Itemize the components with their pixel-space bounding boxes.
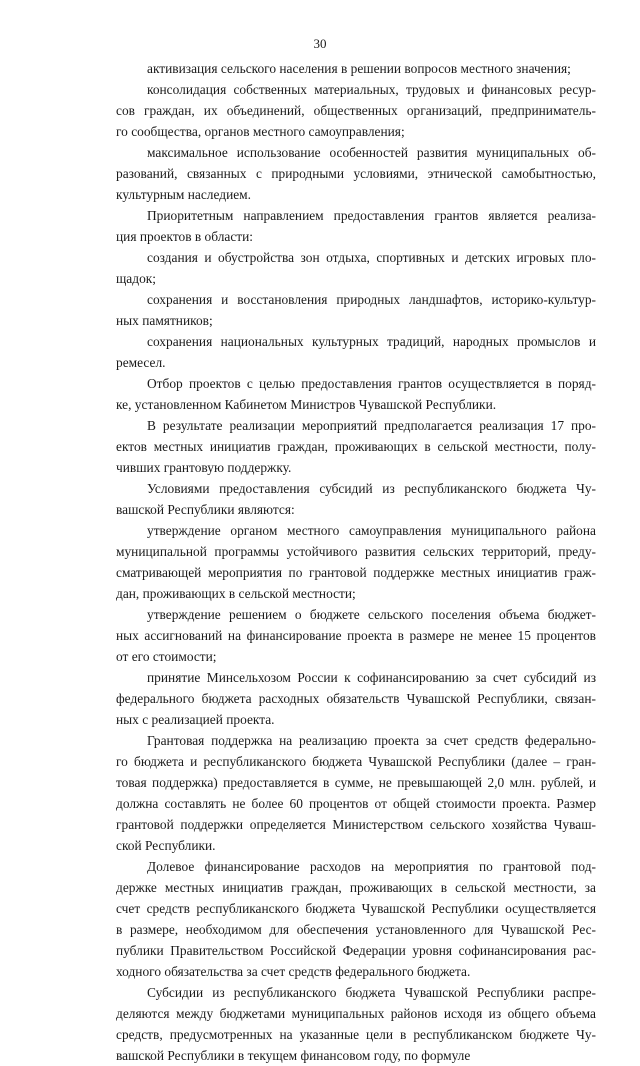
text-line: ция проектов в области: bbox=[116, 229, 254, 244]
page-number: 30 bbox=[313, 36, 327, 51]
text-line: В результате реализации мероприятий предполагается реализация 17 про- bbox=[147, 418, 596, 433]
text-line: разований, связанных с природными условиями, этнической самобытностью, bbox=[116, 166, 596, 181]
text-line: ектов местных инициатив граждан, проживающих в сельской местности, полу- bbox=[116, 439, 596, 454]
text-line: держке местных инициатив граждан, проживающих в сельской местности, за bbox=[116, 880, 596, 895]
text-line: ской Республики. bbox=[116, 838, 216, 853]
text-line: активизация сельского населения в решении вопросов местного значения; bbox=[147, 61, 571, 76]
text-line: ных ассигнований на финансирование проекта в размере не менее 15 процентов bbox=[116, 628, 596, 643]
text-line: муниципальной программы устойчивого развития сельских территорий, преду- bbox=[116, 544, 596, 559]
text-line: грантовой поддержки определяется Министерством сельского хозяйства Чуваш- bbox=[116, 817, 596, 832]
text-line: публики Правительством Российской Федерации уровня софинансирования рас- bbox=[116, 943, 596, 958]
text-line: в размере, необходимом для обеспечения установленного для Чувашской Рес- bbox=[116, 922, 596, 937]
text-line: максимальное использование особенностей развития муниципальных об- bbox=[147, 145, 596, 160]
text-line: культурным наследием. bbox=[116, 187, 251, 202]
text-line: вашской Республики являются: bbox=[116, 502, 295, 517]
text-line: сохранения национальных культурных традиций, народных промыслов и bbox=[147, 334, 596, 349]
text-line: деляются между бюджетами муниципальных районов исходя из общего объема bbox=[116, 1006, 596, 1021]
text-line: го сообщества, органов местного самоуправления; bbox=[116, 124, 405, 139]
text-line: сохранения и восстановления природных ландшафтов, историко-культур- bbox=[147, 292, 596, 307]
text-line: Субсидии из республиканского бюджета Чувашской Республики распре- bbox=[147, 985, 596, 1000]
text-line: ных с реализацией проекта. bbox=[116, 712, 275, 727]
text-line: консолидация собственных материальных, трудовых и финансовых ресур- bbox=[147, 82, 596, 97]
text-line: Грантовая поддержка на реализацию проекта за счет средств федерально- bbox=[147, 733, 596, 748]
text-line: счет средств республиканского бюджета Чувашской Республики осуществляется bbox=[116, 901, 596, 916]
text-line: ремесел. bbox=[116, 355, 166, 370]
text-line: утверждение органом местного самоуправления муниципального района bbox=[147, 523, 596, 538]
text-line: федерального бюджета расходных обязательств Чувашской Республики, связан- bbox=[116, 691, 596, 706]
text-line: Приоритетным направлением предоставления грантов является реализа- bbox=[147, 208, 596, 223]
text-line: вашской Республики в текущем финансовом году, по формуле bbox=[116, 1048, 471, 1063]
text-line: щадок; bbox=[116, 271, 156, 286]
text-line: средств, предусмотренных на указанные цели в республиканском бюджете Чу- bbox=[116, 1027, 596, 1042]
text-line: Отбор проектов с целью предоставления грантов осуществляется в поряд- bbox=[147, 376, 596, 391]
text-line: создания и обустройства зон отдыха, спортивных и детских игровых пло- bbox=[147, 250, 596, 265]
text-line: чивших грантовую поддержку. bbox=[116, 460, 292, 475]
text-line: ных памятников; bbox=[116, 313, 213, 328]
text-line: ке, установленном Кабинетом Министров Чувашской Республики. bbox=[116, 397, 497, 412]
body-text bbox=[116, 58, 596, 1066]
text-line: го бюджета и республиканского бюджета Чувашской Республики (далее – гран- bbox=[116, 754, 596, 769]
text-line: сматривающей мероприятия по грантовой поддержке местных инициатив граж- bbox=[116, 565, 596, 580]
text-line: Условиями предоставления субсидий из республиканского бюджета Чу- bbox=[147, 481, 596, 496]
text-line: утверждение решением о бюджете сельского поселения объема бюджет- bbox=[147, 607, 596, 622]
text-line: сов граждан, их объединений, общественных организаций, предприниматель- bbox=[116, 103, 596, 118]
text-line: Долевое финансирование расходов на мероприятия по грантовой под- bbox=[147, 859, 596, 874]
text-line: дан, проживающих в сельской местности; bbox=[116, 586, 356, 601]
text-line: товая поддержка) предоставляется в сумме, не превышающей 2,0 млн. рублей, и bbox=[116, 775, 596, 790]
text-line: ходного обязательства за счет средств федерального бюджета. bbox=[116, 964, 471, 979]
text-line: от его стоимости; bbox=[116, 649, 217, 664]
text-line: должна составлять не более 60 процентов от общей стоимости проекта. Размер bbox=[116, 796, 596, 811]
text-line: принятие Минсельхозом России к софинансированию за счет субсидий из bbox=[147, 670, 596, 685]
